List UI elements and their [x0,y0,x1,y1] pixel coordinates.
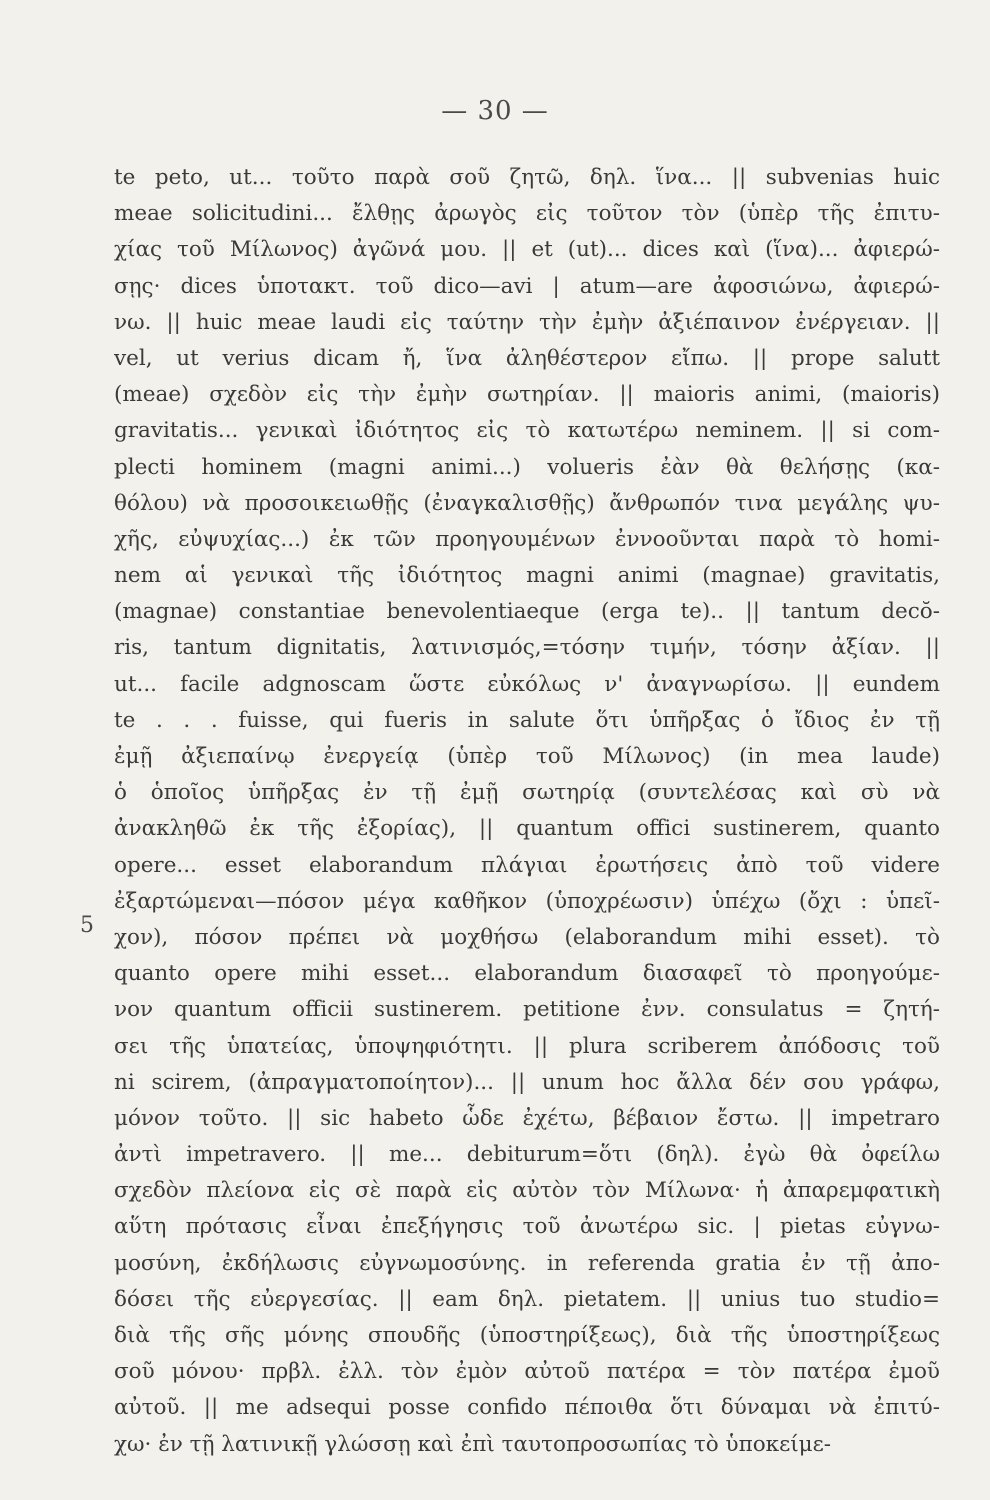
text-line: plecti hominem (magni animi...) volueris ἐὰν θὰ θελήσῃς (κα- [114,454,940,480]
text-line: ὁ ὁποῖος ὑπῆρξας ἐν τῇ ἐμῇ σωτηρίᾳ (συντελέσας καὶ σὺ νὰ [114,780,940,806]
text-line: σῃς· dices ὑποτακτ. τοῦ dico—avi | atum—are ἀφοσιώνω, ἀφιερώ- [114,273,940,299]
text-line: διὰ τῆς σῆς μόνης σπουδῆς (ὑποστηρίξεως), διὰ τῆς ὑποστηρίξεως [114,1323,940,1348]
text-line: σχεδὸν πλείονα εἰς σὲ παρὰ εἰς αὐτὸν τὸν Μίλωνα· ἡ ἀπαρεμφατικὴ [114,1178,940,1204]
text-line: ἐξαρτώμεναι—πόσον μέγα καθῆκον (ὑποχρέωσιν) ὑπέχω (ὄχι : ὑπεῖ- [114,888,940,914]
text-line: χον), πόσον πρέπει νὰ μοχθήσω (elaborandum mihi esset). τὸ [114,924,940,950]
text-line: χίας τοῦ Μίλωνος) ἀγῶνά μου. || et (ut)... dices καὶ (ἵνα)... ἀφιερώ- [114,237,940,263]
text-line: αὕτη πρότασις εἶναι ἐπεξήγησις τοῦ ἀνωτέρω sic. | pietas εὐγνω- [114,1214,940,1240]
text-line: μόνον τοῦτο. || sic habeto ὧδε ἐχέτω, βέβαιον ἔστω. || impetraro [114,1105,940,1131]
text-line: (magnae) constantiae benevolentiaeque (erga te).. || tantum decŏ- [114,599,940,625]
text-line: χῆς, εὐψυχίας...) ἐκ τῶν προηγουμένων ἐννοοῦνται παρὰ τὸ homi- [114,526,940,552]
text-line: vel, ut verius dicam ἤ, ἵνα ἀληθέστερον εἴπω. || prope salutt [114,345,940,371]
text-line: ut... facile adgnoscam ὥστε εὐκόλως ν' ἀναγνωρίσω. || eundem [114,671,940,697]
text-line: νω. || huic meae laudi εἰς ταύτην τὴν ἐμὴν ἀξιέπαινον ἐνέργειαν. || [114,309,940,335]
text-line: νον quantum officii sustinerem. petitione ἐνν. consulatus = ζητή- [114,997,940,1023]
text-line: quanto opere mihi esset... elaborandum διασαφεῖ τὸ προηγούμε- [114,961,940,987]
text-line: meae solicitudini... ἔλθῃς ἀρωγὸς εἰς τοῦτον τὸν (ὑπὲρ τῆς ἐπιτυ- [114,201,940,227]
text-line: opere... esset elaborandum πλάγιαι ἐρωτήσεις ἀπὸ τοῦ videre [114,852,940,878]
text-line: nem αἱ γενικαὶ τῆς ἰδιότητος magni animi (magnae) gravitatis, [114,563,940,589]
text-line: σοῦ μόνου· πρβλ. ἐλλ. τὸν ἐμὸν αὐτοῦ πατέρα = τὸν πατέρα ἐμοῦ [114,1359,940,1385]
text-line: αὐτοῦ. || me adsequi posse confido πέποιθα ὅτι δύναμαι νὰ ἐπιτύ- [114,1395,940,1421]
margin-line-number: 5 [80,913,94,938]
text-line: (meae) σχεδὸν εἰς τὴν ἐμὴν σωτηρίαν. || maioris animi, (maioris) [114,382,940,408]
page-number: — 30 — [441,96,549,126]
text-line: σει τῆς ὑπατείας, ὑποψηφιότητι. || plura scriberem ἀπόδοσις τοῦ [114,1033,940,1059]
text-line: te peto, ut... τοῦτο παρὰ σοῦ ζητῶ, δηλ. ἵνα... || subvenias huic [114,165,940,190]
text-line: ni scirem, (ἀπραγματοποίητον)... || unum hoc ἄλλα δέν σου γράφω, [114,1069,940,1095]
text-line: gravitatis... γενικαὶ ἰδιότητος εἰς τὸ κατωτέρω neminem. || si com- [114,418,940,444]
text-line: ris, tantum dignitatis, λατινισμός,=τόσην τιμήν, τόσην ἀξίαν. || [114,635,940,661]
text-line: μοσύνη, ἐκδήλωσις εὐγνωμοσύνης. in referenda gratia ἐν τῇ ἀπο- [114,1250,940,1276]
text-line: θόλου) νὰ προσοικειωθῇς (ἐναγκαλισθῇς) ἄνθρωπόν τινα μεγάλης ψυ- [114,490,940,516]
text-line: ἐμῇ ἀξιεπαίνῳ ἐνεργείᾳ (ὑπὲρ τοῦ Μίλωνος) (in mea laude) [114,744,940,769]
text-line: ἀνακληθῶ ἐκ τῆς ἐξορίας), || quantum offici sustinerem, quanto [114,816,940,842]
text-line: δόσει τῆς εὐεργεσίας. || eam δηλ. pietatem. || unius tuo studio= [114,1286,940,1312]
commentary-text [114,160,940,1463]
text-line: te . . . fuisse, qui fueris in salute ὅτι ὑπῆρξας ὁ ἴδιος ἐν τῇ [114,707,940,733]
text-line: χω· ἐν τῇ λατινικῇ γλώσσῃ καὶ ἐπὶ ταυτοπροσωπίας τὸ ὑποκείμε- [114,1431,832,1457]
text-line: ἀντὶ impetravero. || me... debiturum=ὅτι (δηλ). ἐγὼ θὰ ὀφείλω [114,1142,940,1168]
